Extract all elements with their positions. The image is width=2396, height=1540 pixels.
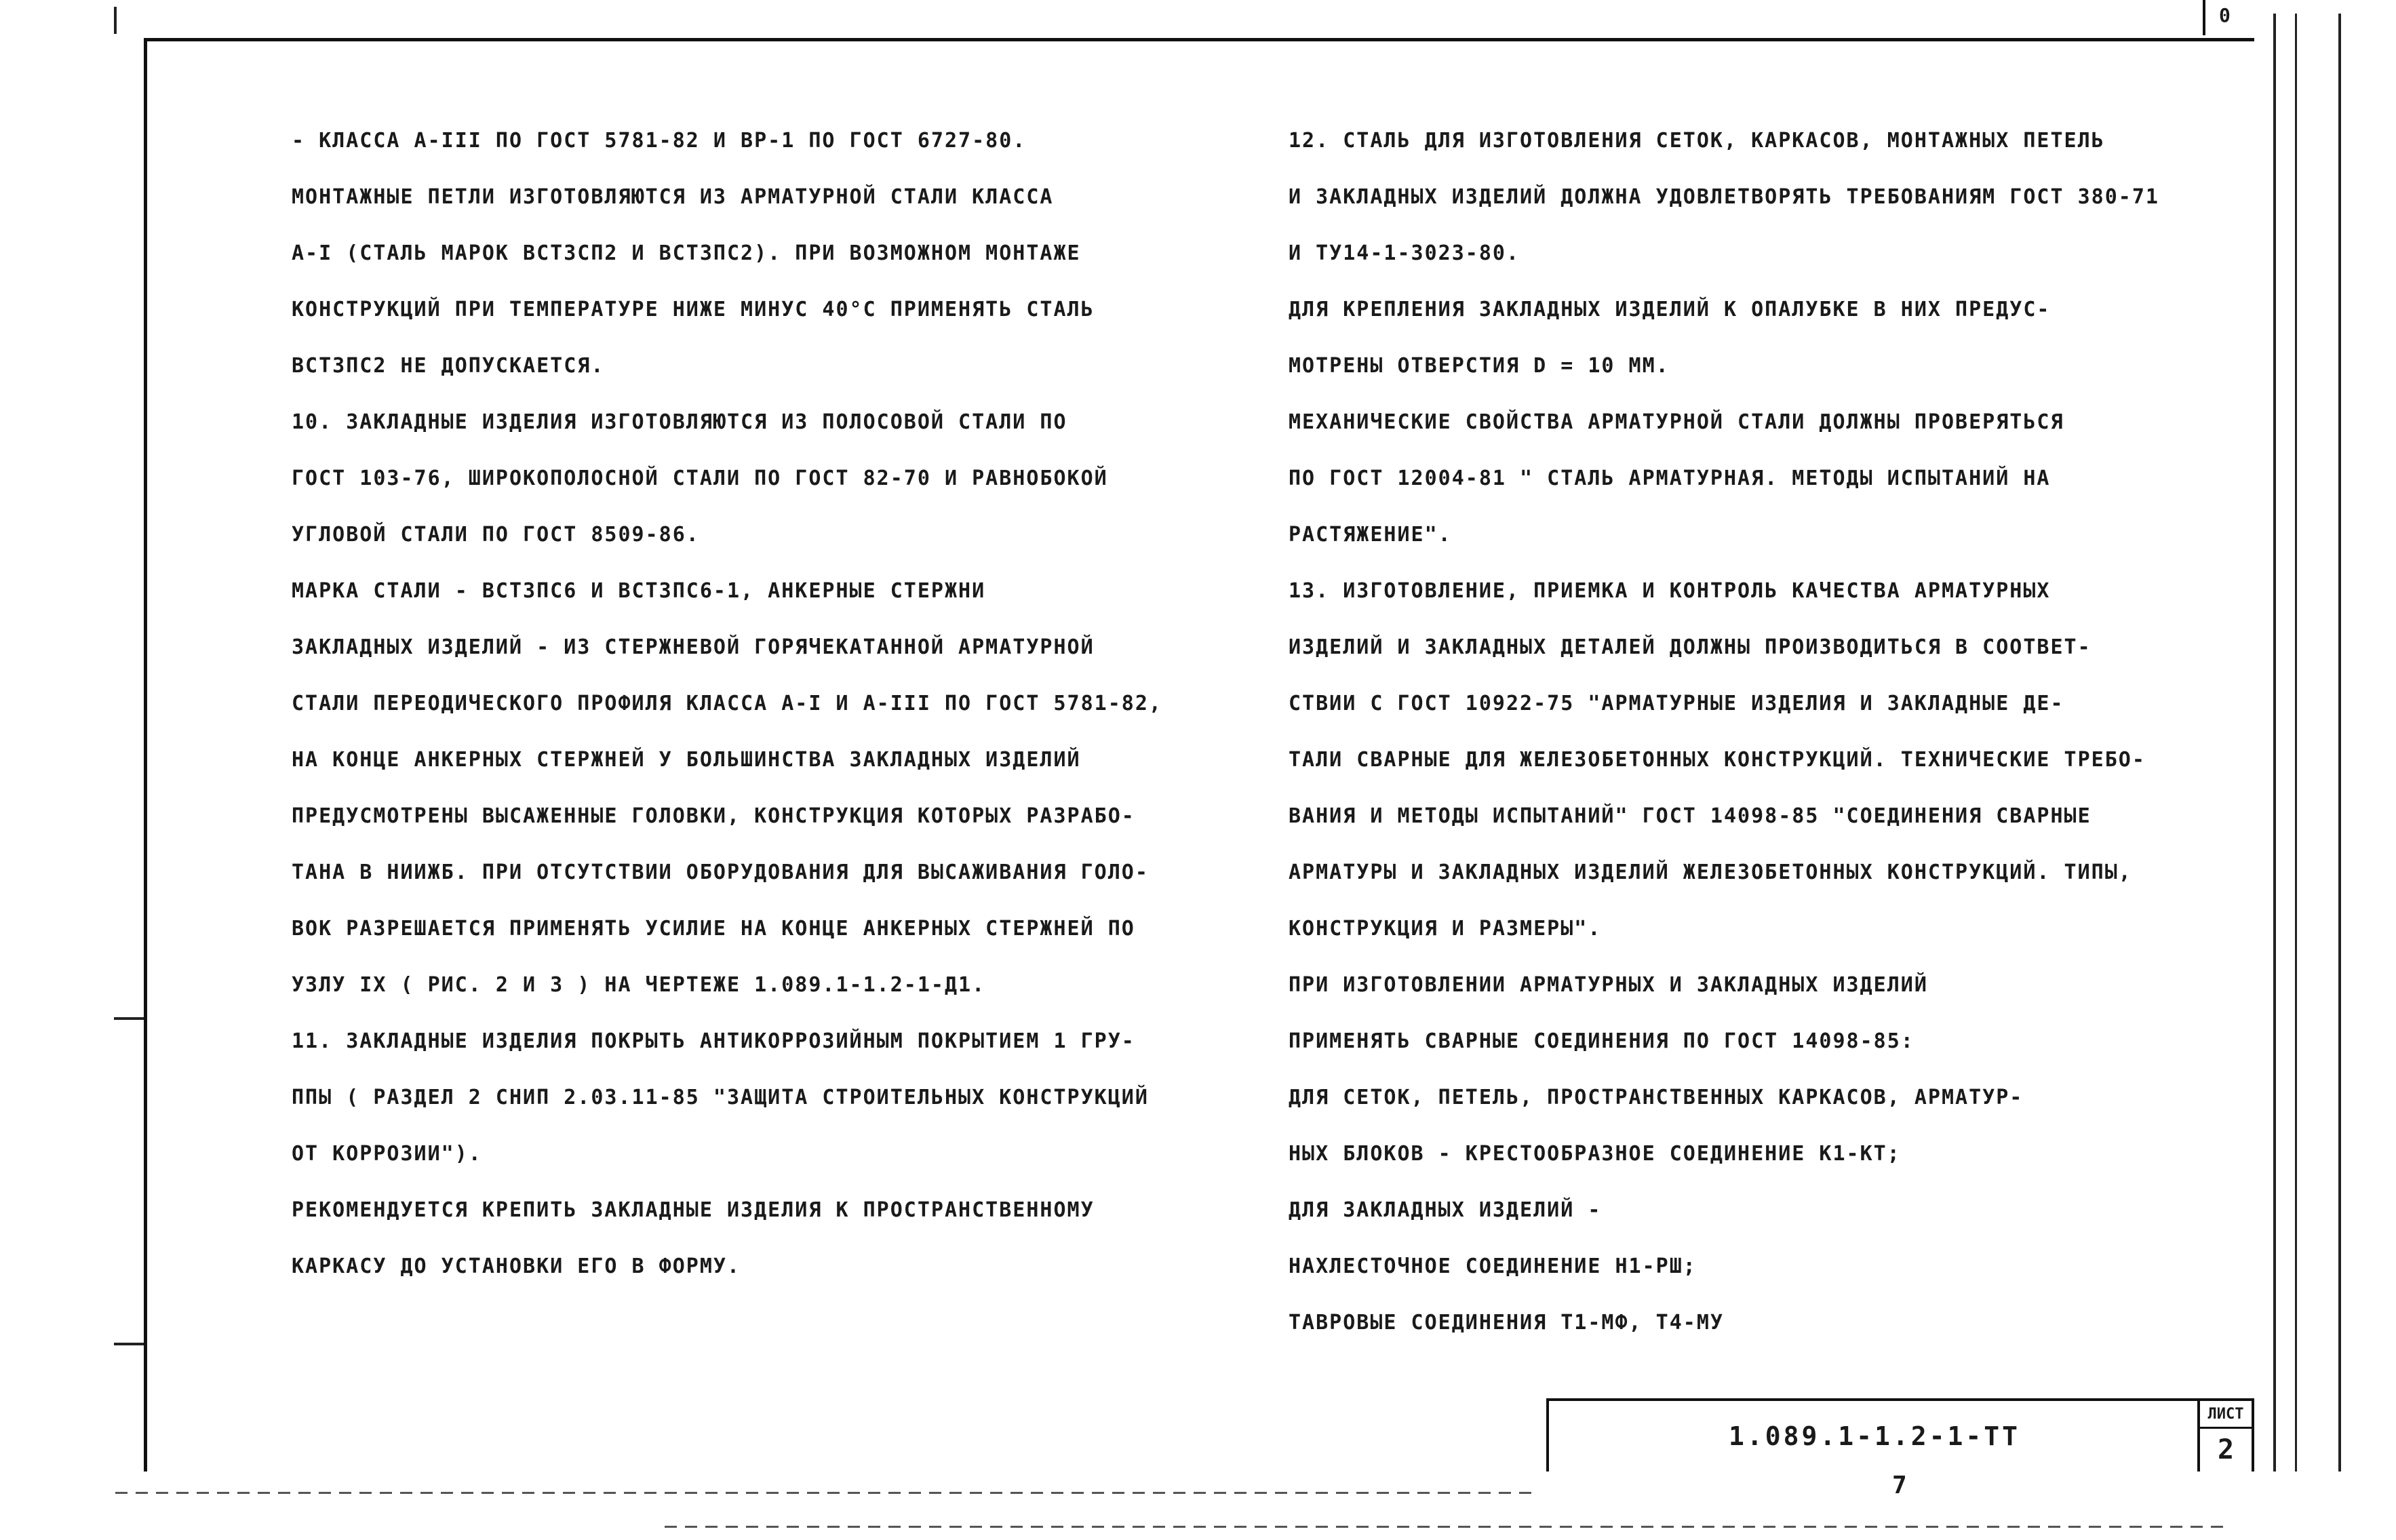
text-line: МАРКА СТАЛИ - ВСТ3ПС6 И ВСТ3ПС6-1, АНКЕРНЫЕ СТЕРЖНИ (292, 579, 986, 603)
text-line: НАХЛЕСТОЧНОЕ СОЕДИНЕНИЕ Н1-РШ; (1289, 1255, 1697, 1278)
edge-mark (2295, 14, 2297, 1472)
text-line: РЕКОМЕНДУЕТСЯ КРЕПИТЬ ЗАКЛАДНЫЕ ИЗДЕЛИЯ К ПРОСТРАНСТВЕННОМУ (292, 1198, 1095, 1222)
text-line: МОТРЕНЫ ОТВЕРСТИЯ D = 10 ММ. (1289, 354, 1670, 378)
sheet-cell (2197, 1401, 2252, 1472)
edge-mark (114, 1017, 144, 1020)
text-line: ДЛЯ КРЕПЛЕНИЯ ЗАКЛАДНЫХ ИЗДЕЛИЙ К ОПАЛУБКЕ В НИХ ПРЕДУС- (1289, 298, 2051, 321)
text-line: НЫХ БЛОКОВ - КРЕСТООБРАЗНОЕ СОЕДИНЕНИЕ К1-КТ; (1289, 1142, 1901, 1166)
text-line: РАСТЯЖЕНИЕ". (1289, 523, 1452, 547)
top-corner-tab: 0 (2203, 0, 2246, 35)
text-line: И ЗАКЛАДНЫХ ИЗДЕЛИЙ ДОЛЖНА УДОВЛЕТВОРЯТЬ ТРЕБОВАНИЯМ ГОСТ 380-71 (1289, 185, 2159, 209)
text-line: КАРКАСУ ДО УСТАНОВКИ ЕГО В ФОРМУ. (292, 1255, 741, 1278)
text-line: СТВИИ С ГОСТ 10922-75 "АРМАТУРНЫЕ ИЗДЕЛИЯ И ЗАКЛАДНЫЕ ДЕ- (1289, 692, 2064, 715)
text-line: И ТУ14-1-3023-80. (1289, 241, 1520, 265)
text-line: ГОСТ 103-76, ШИРОКОПОЛОСНОЙ СТАЛИ ПО ГОСТ 82-70 И РАВНОБОКОЙ (292, 467, 1108, 490)
text-line: ОТ КОРРОЗИИ"). (292, 1142, 482, 1166)
text-line: ППЫ ( РАЗДЕЛ 2 СНИП 2.03.11-85 "ЗАЩИТА СТРОИТЕЛЬНЫХ КОНСТРУКЦИЙ (292, 1086, 1149, 1109)
edge-mark (114, 1343, 144, 1345)
text-line: НА КОНЦЕ АНКЕРНЫХ СТЕРЖНЕЙ У БОЛЬШИНСТВА ЗАКЛАДНЫХ ИЗДЕЛИЙ (292, 748, 1081, 772)
text-line: ВСТ3ПС2 НЕ ДОПУСКАЕТСЯ. (292, 354, 605, 378)
text-line: ПРИМЕНЯТЬ СВАРНЫЕ СОЕДИНЕНИЯ ПО ГОСТ 14098-85: (1289, 1029, 1914, 1053)
text-line: ДЛЯ ЗАКЛАДНЫХ ИЗДЕЛИЙ - (1289, 1198, 1602, 1222)
edge-mark (2338, 14, 2341, 1472)
text-line: ВОК РАЗРЕШАЕТСЯ ПРИМЕНЯТЬ УСИЛИЕ НА КОНЦЕ АНКЕРНЫХ СТЕРЖНЕЙ ПО (292, 917, 1135, 941)
title-block-stamp (1546, 1398, 2254, 1472)
bottom-dash-line (665, 1526, 2224, 1528)
edge-mark (114, 7, 117, 34)
text-line: 10. ЗАКЛАДНЫЕ ИЗДЕЛИЯ ИЗГОТОВЛЯЮТСЯ ИЗ ПОЛОСОВОЙ СТАЛИ ПО (292, 410, 1067, 434)
text-line: СТАЛИ ПЕРЕОДИЧЕСКОГО ПРОФИЛЯ КЛАССА А-I И А-III ПО ГОСТ 5781-82, (292, 692, 1162, 715)
text-line: УЗЛУ IX ( РИС. 2 И 3 ) НА ЧЕРТЕЖЕ 1.089.1-1.2-1-Д1. (292, 973, 986, 997)
edge-mark (2273, 14, 2276, 1472)
text-line: 13. ИЗГОТОВЛЕНИЕ, ПРИЕМКА И КОНТРОЛЬ КАЧЕСТВА АРМАТУРНЫХ (1289, 579, 2051, 603)
text-line: А-I (СТАЛЬ МАРОК ВСТ3СП2 И ВСТ3ПС2). ПРИ ВОЗМОЖНОМ МОНТАЖЕ (292, 241, 1081, 265)
text-line: МОНТАЖНЫЕ ПЕТЛИ ИЗГОТОВЛЯЮТСЯ ИЗ АРМАТУРНОЙ СТАЛИ КЛАССА (292, 185, 1054, 209)
text-line: КОНСТРУКЦИЯ И РАЗМЕРЫ". (1289, 917, 1602, 941)
text-line: ТАВРОВЫЕ СОЕДИНЕНИЯ Т1-МФ, Т4-МУ (1289, 1311, 1724, 1335)
text-line: ПО ГОСТ 12004-81 " СТАЛЬ АРМАТУРНАЯ. МЕТОДЫ ИСПЫТАНИЙ НА (1289, 467, 2051, 490)
sheet-label: ЛИСТ (2200, 1401, 2252, 1429)
text-line: АРМАТУРЫ И ЗАКЛАДНЫХ ИЗДЕЛИЙ ЖЕЛЕЗОБЕТОННЫХ КОНСТРУКЦИЙ. ТИПЫ, (1289, 861, 2132, 884)
text-line: 11. ЗАКЛАДНЫЕ ИЗДЕЛИЯ ПОКРЫТЬ АНТИКОРРОЗИЙНЫМ ПОКРЫТИЕМ 1 ГРУ- (292, 1029, 1135, 1053)
sheet-number: 2 (2217, 1434, 2235, 1465)
text-line: ЗАКЛАДНЫХ ИЗДЕЛИЙ - ИЗ СТЕРЖНЕВОЙ ГОРЯЧЕКАТАННОЙ АРМАТУРНОЙ (292, 635, 1095, 659)
text-line: - КЛАССА А-III ПО ГОСТ 5781-82 И ВР-1 ПО ГОСТ 6727-80. (292, 129, 1027, 153)
text-line: ПРИ ИЗГОТОВЛЕНИИ АРМАТУРНЫХ И ЗАКЛАДНЫХ ИЗДЕЛИЙ (1289, 973, 1928, 997)
text-line: КОНСТРУКЦИЙ ПРИ ТЕМПЕРАТУРЕ НИЖЕ МИНУС 40°С ПРИМЕНЯТЬ СТАЛЬ (292, 298, 1095, 321)
text-line: ДЛЯ СЕТОК, ПЕТЕЛЬ, ПРОСТРАНСТВЕННЫХ КАРКАСОВ, АРМАТУР- (1289, 1086, 2024, 1109)
text-line: ТАНА В НИИЖБ. ПРИ ОТСУТСТВИИ ОБОРУДОВАНИЯ ДЛЯ ВЫСАЖИВАНИЯ ГОЛО- (292, 861, 1149, 884)
document-code: 1.089.1-1.2-1-ТТ (1728, 1421, 2021, 1451)
text-line: ПРЕДУСМОТРЕНЫ ВЫСАЖЕННЫЕ ГОЛОВКИ, КОНСТРУКЦИЯ КОТОРЫХ РАЗРАБО- (292, 804, 1135, 828)
text-line: ТАЛИ СВАРНЫЕ ДЛЯ ЖЕЛЕЗОБЕТОННЫХ КОНСТРУКЦИЙ. ТЕХНИЧЕСКИЕ ТРЕБО- (1289, 748, 2146, 772)
page-number: 7 (1892, 1472, 1907, 1499)
bottom-dash-line (115, 1492, 1539, 1494)
text-line: МЕХАНИЧЕСКИЕ СВОЙСТВА АРМАТУРНОЙ СТАЛИ ДОЛЖНЫ ПРОВЕРЯТЬСЯ (1289, 410, 2064, 434)
text-line: ВАНИЯ И МЕТОДЫ ИСПЫТАНИЙ" ГОСТ 14098-85 "СОЕДИНЕНИЯ СВАРНЫЕ (1289, 804, 2091, 828)
text-line: 12. СТАЛЬ ДЛЯ ИЗГОТОВЛЕНИЯ СЕТОК, КАРКАСОВ, МОНТАЖНЫХ ПЕТЕЛЬ (1289, 129, 2105, 153)
text-line: УГЛОВОЙ СТАЛИ ПО ГОСТ 8509-86. (292, 523, 700, 547)
text-line: ИЗДЕЛИЙ И ЗАКЛАДНЫХ ДЕТАЛЕЙ ДОЛЖНЫ ПРОИЗВОДИТЬСЯ В СООТВЕТ- (1289, 635, 2091, 659)
